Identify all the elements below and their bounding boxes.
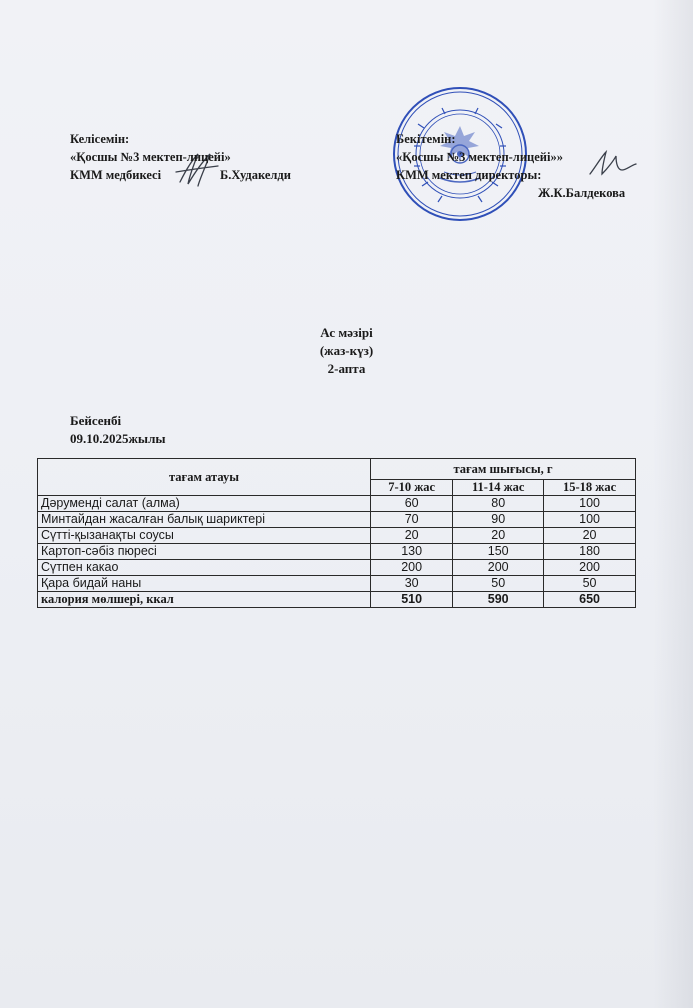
- header-age-group: 15-18 жас: [544, 480, 636, 496]
- dish-name: Картоп-сәбіз пюресі: [38, 544, 371, 560]
- school-name: «Қосшы №3 мектеп-лицейі»: [70, 150, 231, 164]
- total-row: [38, 592, 636, 608]
- menu-table: [37, 458, 636, 608]
- approval-block-director: [396, 130, 626, 200]
- dish-name: Дәруменді салат (алма): [38, 496, 371, 512]
- approval-heading: Бекітемін:: [396, 132, 456, 146]
- calorie-value: 590: [453, 592, 544, 608]
- week-line: 2-апта: [327, 361, 366, 376]
- dish-name: Сүтті-қызанақты соусы: [38, 528, 371, 544]
- portion-value: 30: [371, 576, 453, 592]
- portion-value: 50: [453, 576, 544, 592]
- signatory-name: Б.Худакелди: [220, 168, 291, 182]
- position-title: КММ медбикесі: [70, 168, 162, 182]
- table-header-row: [38, 459, 636, 480]
- portion-value: 200: [453, 560, 544, 576]
- menu-title: [0, 324, 693, 378]
- portion-value: 180: [544, 544, 636, 560]
- weekday: Бейсенбі: [70, 413, 122, 428]
- table-row: [38, 560, 636, 576]
- portion-value: 70: [371, 512, 453, 528]
- title-line: Ас мәзірі: [320, 325, 373, 340]
- table-row: [38, 528, 636, 544]
- table-row: [38, 512, 636, 528]
- table-row: [38, 544, 636, 560]
- portion-value: 200: [371, 560, 453, 576]
- page-shadow: [653, 0, 693, 1008]
- total-label: калория мөлшері, ккал: [38, 592, 371, 608]
- header-age-group: 7-10 жас: [371, 480, 453, 496]
- table-row: [38, 496, 636, 512]
- approval-block-nurse: [70, 130, 291, 184]
- dish-name: Қара бидай наны: [38, 576, 371, 592]
- portion-value: 20: [544, 528, 636, 544]
- portion-value: 100: [544, 496, 636, 512]
- school-name: «Қосшы №3 мектеп-лицейі»»: [396, 150, 563, 164]
- portion-value: 50: [544, 576, 636, 592]
- header-dish-name: тағам атауы: [38, 459, 371, 496]
- position-title: КММ мектеп директоры:: [396, 168, 542, 182]
- portion-value: 100: [544, 512, 636, 528]
- table-row: [38, 576, 636, 592]
- header-age-group: 11-14 жас: [453, 480, 544, 496]
- portion-value: 130: [371, 544, 453, 560]
- portion-value: 90: [453, 512, 544, 528]
- date: 09.10.2025жылы: [70, 431, 166, 446]
- calorie-value: 650: [544, 592, 636, 608]
- director-signature: [586, 148, 638, 180]
- season-line: (жаз-күз): [319, 343, 374, 358]
- dish-name: Сүтпен какао: [38, 560, 371, 576]
- portion-value: 20: [371, 528, 453, 544]
- portion-value: 150: [453, 544, 544, 560]
- date-block: [70, 412, 166, 448]
- portion-value: 80: [453, 496, 544, 512]
- portion-value: 60: [371, 496, 453, 512]
- portion-value: 200: [544, 560, 636, 576]
- approval-heading: Келісемін:: [70, 132, 130, 146]
- dish-name: Минтайдан жасалған балық шариктері: [38, 512, 371, 528]
- header-output: тағам шығысы, г: [371, 459, 636, 480]
- signatory-name: Ж.К.Балдекова: [538, 186, 626, 200]
- portion-value: 20: [453, 528, 544, 544]
- calorie-value: 510: [371, 592, 453, 608]
